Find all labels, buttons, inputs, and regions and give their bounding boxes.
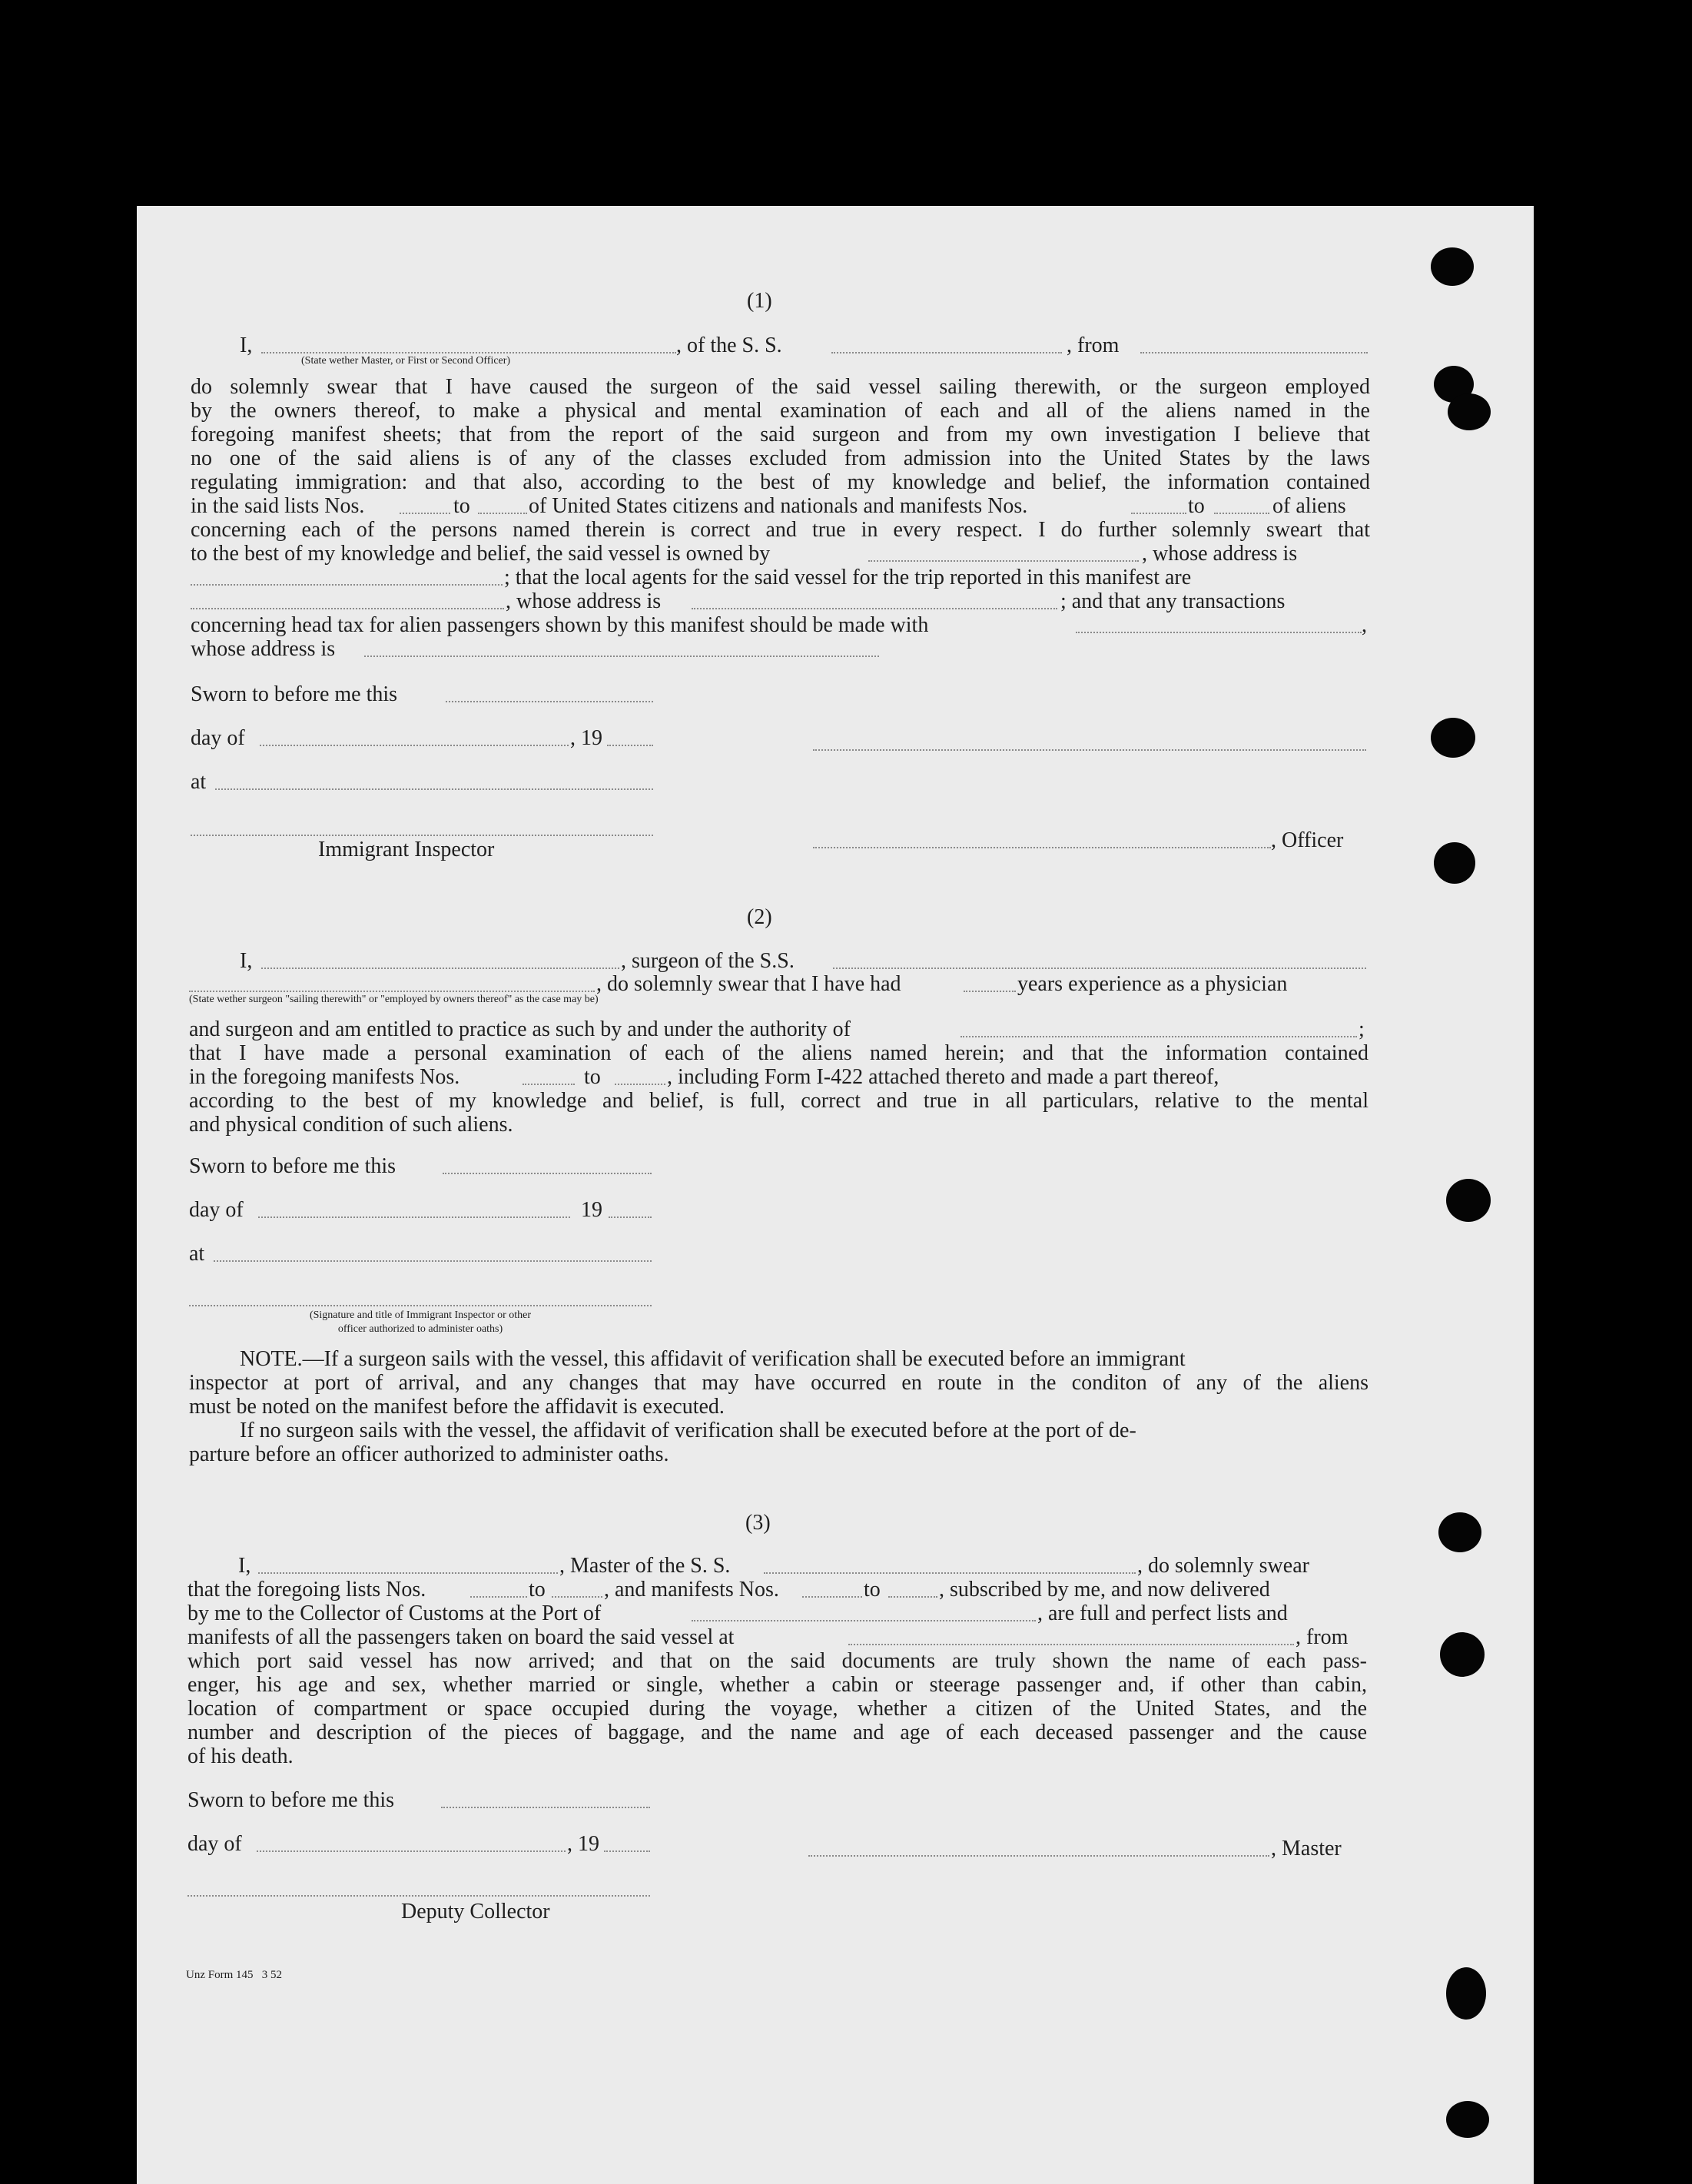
- s3-line: number and description of the pieces of baggage, and the name and age of each deceased passenger and the cause: [187, 1721, 1367, 1744]
- s3-manifests: , and manifests Nos.: [604, 1578, 779, 1601]
- s2-dayof: day of: [189, 1198, 244, 1222]
- section-3-heading: (3): [745, 1511, 771, 1535]
- s3-year: , 19: [567, 1832, 599, 1856]
- s1-line: no one of the said aliens is of any of the classes excluded from admission into the United States by the laws: [191, 446, 1370, 470]
- s1-whose: whose address is: [191, 637, 336, 661]
- form-identifier: Unz Form 145 3 52: [186, 1969, 282, 1981]
- officer-signature-field[interactable]: [813, 749, 1366, 751]
- s3-manifests-from-field[interactable]: [802, 1596, 862, 1598]
- s2-semicolon: ;: [1359, 1017, 1365, 1041]
- note-line: must be noted on the manifest before the affidavit is executed.: [189, 1395, 725, 1419]
- s1-agent-address: , whose address is: [506, 589, 662, 613]
- s1-line: concerning each of the persons named therein is correct and true in every respect. I do further solemnly sweart that: [191, 518, 1370, 542]
- s1-line: foregoing manifest sheets; that from the report of the said surgeon and from my own investigation I believe that: [191, 423, 1370, 446]
- inspector-signature-field[interactable]: [191, 835, 653, 836]
- vessel-name-field[interactable]: [831, 352, 1062, 353]
- manifests-from-field[interactable]: [1131, 513, 1186, 514]
- manifests-to-field[interactable]: [1214, 513, 1269, 514]
- s2-year: 19: [581, 1198, 602, 1222]
- s1-from: , from: [1067, 334, 1120, 357]
- from-port-field[interactable]: [1140, 352, 1368, 353]
- s3-sworn: Sworn to before me this: [187, 1788, 395, 1812]
- s3-lists-to-field[interactable]: [552, 1596, 602, 1598]
- port-field[interactable]: [692, 1620, 1036, 1621]
- s2-line: according to the best of my knowledge and belief, is full, correct and true in all particulars, relative to the mental: [189, 1089, 1369, 1113]
- s2-line-4: [189, 1041, 1369, 1065]
- s1-to: to: [453, 494, 470, 518]
- s1-lists-label: in the said lists Nos.: [191, 494, 365, 518]
- s3-master: , Master: [1271, 1837, 1342, 1860]
- s3-to: to: [529, 1578, 546, 1601]
- s1-owned: to the best of my knowledge and belief, the said vessel is owned by: [191, 542, 771, 566]
- s3-lists-from-field[interactable]: [470, 1596, 527, 1598]
- s2-manifests-to-field[interactable]: [615, 1084, 665, 1085]
- s1-transactions: ; and that any transactions: [1060, 589, 1286, 613]
- punch-hole: [1431, 718, 1475, 758]
- punch-hole: [1448, 393, 1491, 430]
- s2-years: years experience as a physician: [1017, 972, 1288, 996]
- s2-surgeon-of: , surgeon of the S.S.: [621, 949, 795, 973]
- s1-citizens: of United States citizens and nationals and manifests Nos.: [529, 494, 1028, 518]
- s2-lines: [189, 1089, 1369, 1137]
- s1-inspector: Immigrant Inspector: [318, 838, 495, 861]
- headtax-contact-field[interactable]: [1076, 632, 1362, 633]
- s1-at: at: [191, 770, 207, 794]
- s3-swear: , do solemnly swear: [1137, 1554, 1309, 1578]
- s2-year-field[interactable]: [609, 1216, 652, 1218]
- s3-lists: that the foregoing lists Nos.: [187, 1578, 426, 1601]
- s3-sworn-date-field[interactable]: [441, 1807, 650, 1808]
- s2-place-field[interactable]: [214, 1260, 652, 1262]
- note-body: [189, 1371, 1369, 1419]
- s1-day-field[interactable]: [260, 745, 569, 746]
- s1-line-7: [191, 518, 1370, 542]
- s2-vessel-field[interactable]: [833, 968, 1366, 969]
- s2-signature-note-1: (Signature and title of Immigrant Inspector or other: [309, 1309, 532, 1321]
- note-line: inspector at port of arrival, and any changes that may have occurred en route in the conditon of any of the aliens: [189, 1371, 1369, 1395]
- agent-address-field[interactable]: [692, 608, 1057, 609]
- s2-manifests: in the foregoing manifests Nos.: [189, 1065, 460, 1089]
- s2-to: to: [584, 1065, 601, 1089]
- owner-address-field[interactable]: [191, 584, 503, 586]
- note-line-1: NOTE.—If a surgeon sails with the vessel, this affidavit of verification shall be executed before an immigrant: [240, 1347, 1186, 1371]
- s3-boarded: manifests of all the passengers taken on board the said vessel at: [187, 1625, 735, 1649]
- s2-at: at: [189, 1242, 205, 1266]
- s3-manifests-to-field[interactable]: [888, 1596, 937, 1598]
- s2-authority: and surgeon and am entitled to practice as such by and under the authority of: [189, 1017, 851, 1041]
- s3-year-field[interactable]: [604, 1850, 650, 1852]
- s3-day-field[interactable]: [257, 1850, 566, 1852]
- s1-line: by the owners thereof, to make a physical and mental examination of each and all of the aliens named in the: [191, 399, 1370, 423]
- s3-line: which port said vessel has now arrived; and that on the said documents are truly shown the name of each pass-: [187, 1649, 1367, 1673]
- s1-aliens: of aliens: [1272, 494, 1346, 518]
- s2-swear: , do solemnly swear that I have had: [596, 972, 901, 996]
- s1-sworn-date-field[interactable]: [446, 701, 653, 702]
- officer-rank-field[interactable]: [261, 352, 676, 353]
- s2-line: and physical condition of such aliens.: [189, 1113, 513, 1137]
- s1-owner-address: , whose address is: [1142, 542, 1298, 566]
- s2-sworn-date-field[interactable]: [443, 1173, 652, 1174]
- punch-hole: [1440, 1632, 1485, 1677]
- s3-full: , are full and perfect lists and: [1037, 1601, 1288, 1625]
- master-name-field[interactable]: [258, 1572, 558, 1574]
- collector-signature-field[interactable]: [187, 1895, 650, 1897]
- section-1-body: [191, 375, 1370, 494]
- officer-title-field[interactable]: [813, 847, 1271, 848]
- s1-officer: , Officer: [1271, 828, 1344, 852]
- punch-hole: [1446, 2101, 1489, 2138]
- s2-manifests-from-field[interactable]: [523, 1084, 575, 1085]
- s3-port: by me to the Collector of Customs at the Port of: [187, 1601, 602, 1625]
- surgeon-status-field[interactable]: [189, 991, 595, 992]
- s1-comma: ,: [1362, 613, 1367, 637]
- s3-i: I,: [238, 1554, 251, 1578]
- s2-sworn: Sworn to before me this: [189, 1154, 396, 1178]
- s1-dayof: day of: [191, 726, 245, 750]
- s2-i: I,: [240, 949, 253, 973]
- s1-headtax: concerning head tax for alien passengers shown by this manifest should be made with: [191, 613, 929, 637]
- s1-of-ss: , of the S. S.: [676, 334, 782, 357]
- s2-status-note: (State wether surgeon "sailing therewith" or "employed by owners thereof" as the case may be): [189, 994, 599, 1005]
- boarding-port-field[interactable]: [848, 1644, 1294, 1645]
- owner-field[interactable]: [868, 560, 1139, 562]
- s3-dayof: day of: [187, 1832, 242, 1856]
- punch-hole: [1446, 1179, 1491, 1222]
- s3-to2: to: [864, 1578, 881, 1601]
- lists-to-field[interactable]: [478, 513, 527, 514]
- s2-line: that I have made a personal examination of each of the aliens named herein; and that the information contained: [189, 1041, 1369, 1065]
- s1-agents: ; that the local agents for the said vessel for the trip reported in this manifest are: [504, 566, 1192, 589]
- note-line-5: parture before an officer authorized to administer oaths.: [189, 1442, 669, 1466]
- s3-deputy: Deputy Collector: [401, 1900, 550, 1923]
- agents-field[interactable]: [191, 608, 504, 609]
- years-field[interactable]: [964, 991, 1016, 992]
- master-signature-field[interactable]: [808, 1855, 1269, 1857]
- s1-year-field[interactable]: [607, 745, 653, 746]
- note-line-4: If no surgeon sails with the vessel, the affidavit of verification shall be executed before at the port of de-: [240, 1419, 1136, 1442]
- s1-line: do solemnly swear that I have caused the surgeon of the said vessel sailing therewith, or the surgeon employed: [191, 375, 1370, 399]
- punch-hole: [1434, 842, 1475, 884]
- s3-line: of his death.: [187, 1744, 294, 1768]
- s1-sworn: Sworn to before me this: [191, 682, 398, 706]
- s1-line: regulating immigration: and that also, according to the best of my knowledge and belief, the information contained: [191, 470, 1370, 494]
- s3-line: enger, his age and sex, whether married or single, whether a cabin or steerage passenger and, if other than cabin,: [187, 1673, 1367, 1697]
- headtax-address-field[interactable]: [364, 656, 879, 657]
- surgeon-name-field[interactable]: [261, 968, 619, 969]
- section-1-heading: (1): [747, 289, 772, 313]
- s1-place-field[interactable]: [215, 788, 653, 790]
- s1-rank-note: (State wether Master, or First or Second Officer): [301, 355, 511, 367]
- s2-signature-field[interactable]: [189, 1305, 652, 1306]
- s3-body: [187, 1649, 1367, 1768]
- s1-to2: to: [1188, 494, 1205, 518]
- lists-from-field[interactable]: [400, 513, 450, 514]
- s3-subscribed: , subscribed by me, and now delivered: [939, 1578, 1270, 1601]
- s3-master-of: , Master of the S. S.: [559, 1554, 731, 1578]
- punch-hole: [1431, 247, 1474, 286]
- s3-vessel-field[interactable]: [764, 1572, 1136, 1574]
- s3-line: location of compartment or space occupied during the voyage, whether a citizen of the United States, and the: [187, 1697, 1367, 1721]
- authority-field[interactable]: [960, 1036, 1357, 1037]
- s2-form: , including Form I-422 attached thereto and made a part thereof,: [667, 1065, 1219, 1089]
- punch-hole: [1446, 1967, 1486, 2020]
- punch-hole: [1438, 1512, 1481, 1552]
- s2-day-field[interactable]: [258, 1216, 570, 1218]
- s1-year: , 19: [570, 726, 602, 750]
- s2-signature-note-2: officer authorized to administer oaths): [337, 1323, 503, 1335]
- s1-i: I,: [240, 334, 253, 357]
- section-2-heading: (2): [747, 905, 772, 929]
- s3-from: , from: [1296, 1625, 1349, 1649]
